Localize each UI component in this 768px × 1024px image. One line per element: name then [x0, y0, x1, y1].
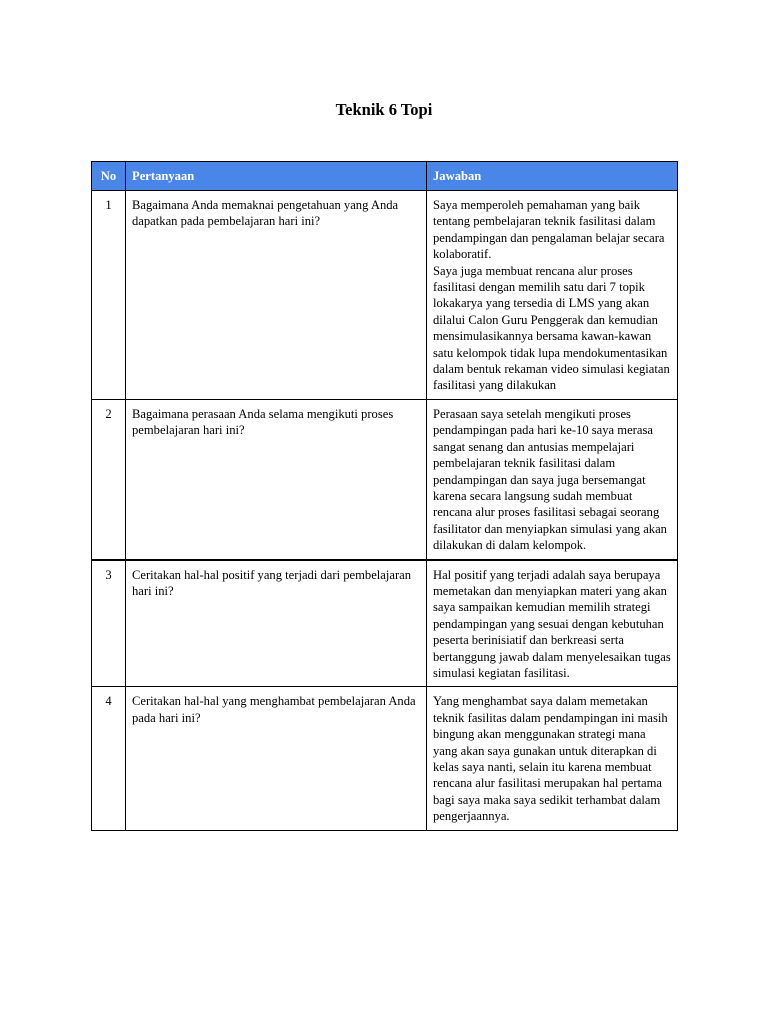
answer-cell: [427, 399, 678, 559]
table-row: [92, 687, 678, 830]
answer-paragraph: Yang menghambat saya dalam memetakan teknik fasilitas dalam pendampingan ini masih bingung akan menggunakan strategi mana yang akan saya gunakan untuk diterapkan di kelas saya nanti, selain itu karena membuat rencana alur fasilitasi merupakan hal pertama bagi saya maka saya sedikit terhambat dalam pengerjaannya.: [433, 694, 668, 824]
answer-cell: [427, 191, 678, 400]
answer-cell: [427, 560, 678, 687]
table-header-row: [92, 162, 678, 191]
header-answer: Jawaban: [427, 162, 678, 191]
header-question: Pertanyaan: [126, 162, 427, 191]
answer-paragraph: Saya juga membuat rencana alur proses fasilitasi dengan memilih satu dari 7 topik lokakarya yang tersedia di LMS yang akan dilalui Calon Guru Penggerak dan kemudian mensimulasikannya bersama kawan-kawan satu kelompok tidak lupa mendokumentasikan dalam bentuk rekaman video simulasi kegiatan fasilitasi yang dilakukan: [433, 263, 670, 393]
answer-paragraph: Perasaan saya setelah mengikuti proses pendampingan pada hari ke-10 saya merasa sangat senang dan antusias mempelajari pembelajaran teknik fasilitasi dalam pendampingan dan saya juga bersemangat karena secara langsung sudah membuat rencana alur proses fasilitasi sebagai seorang fasilitator dan menyiapkan simulasi yang akan dilakukan di dalam kelompok.: [433, 406, 667, 553]
question-cell: Bagaimana perasaan Anda selama mengikuti proses pembelajaran hari ini?: [126, 399, 427, 559]
question-cell: Bagaimana Anda memaknai pengetahuan yang Anda dapatkan pada pembelajaran hari ini?: [126, 191, 427, 400]
question-cell: Ceritakan hal-hal yang menghambat pembelajaran Anda pada hari ini?: [126, 687, 427, 830]
page-title: Teknik 6 Topi: [335, 100, 433, 119]
answer-paragraph: Hal positif yang terjadi adalah saya berupaya memetakan dan menyiapkan materi yang akan saya sampaikan kemudian memilih strategi pendampingan yang sesuai dengan kebutuhan peserta berinisiatif dan berkreasi serta bertanggung jawab dalam menyelesaikan tugas simulasi kegiatan fasilitasi.: [433, 567, 671, 680]
reflection-table: [91, 161, 678, 831]
table-row: [92, 191, 678, 400]
row-number: 2: [92, 399, 126, 559]
row-number: 4: [92, 687, 126, 830]
table-row: [92, 399, 678, 559]
table-row: [92, 560, 678, 687]
row-number: 3: [92, 560, 126, 687]
row-number: 1: [92, 191, 126, 400]
answer-paragraph: Saya memperoleh pemahaman yang baik tentang pembelajaran teknik fasilitasi dalam pendampingan dan pengalaman belajar secara kolaboratif.: [433, 198, 665, 262]
header-no: No: [92, 162, 126, 191]
question-cell: Ceritakan hal-hal positif yang terjadi dari pembelajaran hari ini?: [126, 560, 427, 687]
answer-cell: [427, 687, 678, 830]
